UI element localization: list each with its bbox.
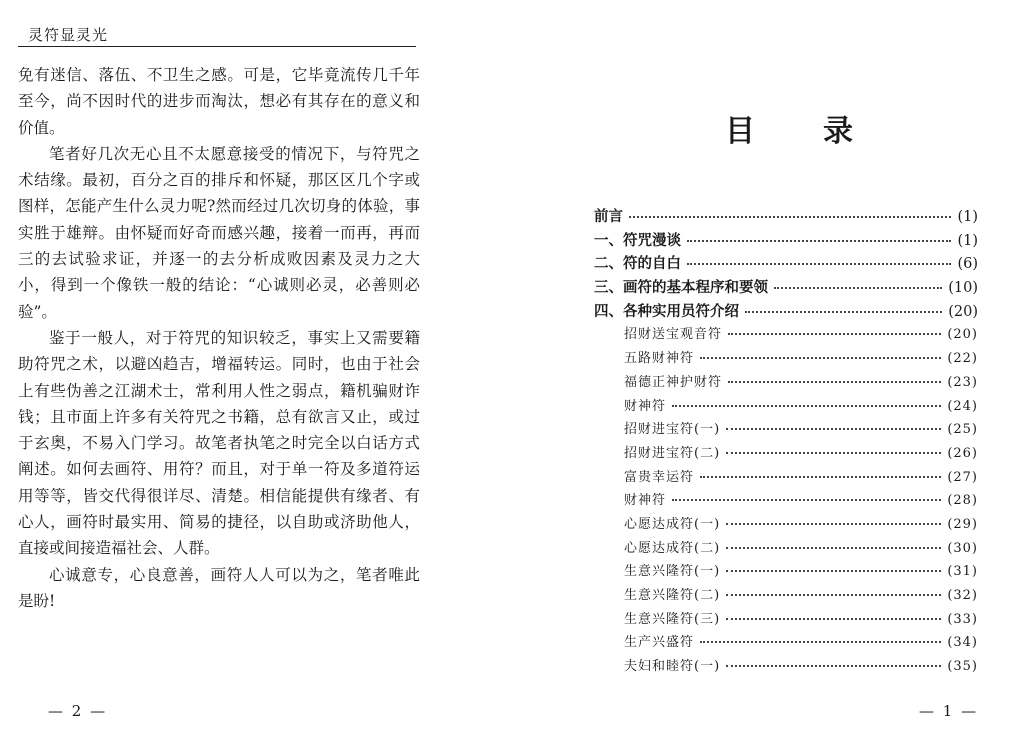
toc-entry[interactable]: [594, 323, 978, 347]
toc-entry-page: (20): [948, 303, 978, 320]
toc-entry-label: 二、符的自白: [594, 255, 681, 273]
toc-entry[interactable]: [594, 537, 978, 561]
paragraph: 免有迷信、落伍、不卫生之感。可是，它毕竟流传几千年至今，尚不因时代的进步而淘汰，想必有其存在的意义和价值。: [18, 66, 420, 137]
toc-leader-dots: [629, 215, 951, 218]
toc-entry[interactable]: [594, 489, 978, 513]
toc-entry-label: 心愿达成符(一): [624, 516, 721, 532]
toc-entry-page: (33): [947, 611, 978, 627]
toc-entry-label: 富贵幸运符: [624, 469, 695, 485]
toc-entry-label: 招财送宝观音符: [624, 327, 723, 343]
toc-leader-dots: [672, 498, 941, 501]
toc-entry[interactable]: [594, 584, 978, 608]
toc-entry[interactable]: [594, 466, 978, 490]
toc-entry[interactable]: [594, 395, 978, 419]
toc-entry-label: 生产兴盛符: [624, 635, 695, 651]
toc-entry[interactable]: [594, 513, 978, 537]
toc-entry-page: (26): [947, 445, 978, 461]
toc-entry-page: (25): [947, 422, 978, 438]
right-page: [507, 0, 1014, 732]
toc-entry-label: 招财进宝符(二): [624, 445, 721, 461]
toc-entry-page: (34): [947, 635, 978, 651]
toc-entry-label: 财神符: [624, 493, 667, 509]
body-text: [18, 62, 420, 614]
header-rule: [18, 46, 416, 47]
toc-entry-label: 财神符: [624, 398, 667, 414]
toc-title: 目录: [725, 114, 921, 149]
toc-leader-dots: [726, 546, 941, 549]
toc-entry[interactable]: [594, 560, 978, 584]
toc-entry-page: (1): [957, 209, 978, 225]
page-number: — 2 —: [48, 702, 108, 720]
toc-list: [594, 205, 978, 679]
toc-entry-label: 生意兴隆符(二): [624, 588, 721, 603]
toc-leader-dots: [745, 310, 942, 313]
toc-entry[interactable]: [594, 608, 978, 632]
toc-entry-page: (6): [957, 256, 978, 273]
toc-entry[interactable]: [594, 205, 978, 229]
toc-entry-label: 三、画符的基本程序和要领: [594, 279, 768, 297]
toc-entry-page: (24): [947, 398, 978, 414]
toc-leader-dots: [700, 640, 941, 643]
toc-entry[interactable]: [594, 655, 978, 679]
toc-leader-dots: [672, 404, 941, 407]
toc-entry[interactable]: [594, 442, 978, 466]
toc-leader-dots: [726, 664, 941, 667]
toc-entry-label: 生意兴隆符(一): [624, 564, 721, 580]
toc-entry-page: (10): [948, 280, 978, 297]
toc-entry-page: (32): [947, 588, 978, 603]
running-head: 灵符显灵光: [28, 26, 109, 44]
paragraph: 笔者好几次无心且不太愿意接受的情况下，与符咒之术结缘。最初，百分之百的排斥和怀疑，那区区几个字或图样，怎能产生什么灵力呢?然而经过几次切身的体验，事实胜于雄辩。由怀疑而好奇而感兴趣，接着一而再，再而三的去试验求证，并逐一的去分析成败因素及灵力之大小，得到一个像铁一般的结论：“心诚则必灵，必善则必验”。: [18, 144, 420, 321]
toc-leader-dots: [774, 286, 942, 289]
toc-leader-dots: [726, 522, 941, 525]
toc-entry[interactable]: [594, 371, 978, 395]
toc-entry[interactable]: [594, 347, 978, 371]
toc-entry-page: (28): [947, 493, 978, 509]
toc-entry-page: (29): [947, 516, 978, 532]
toc-leader-dots: [700, 475, 941, 478]
toc-entry[interactable]: [594, 276, 978, 300]
toc-entry[interactable]: [594, 252, 978, 276]
toc-entry-label: 一、符咒漫谈: [594, 231, 681, 249]
toc-entry-page: (35): [947, 659, 978, 675]
toc-entry-label: 福德正神护财符: [624, 374, 723, 390]
toc-entry-label: 四、各种实用员符介绍: [594, 302, 739, 320]
toc-leader-dots: [728, 380, 941, 383]
toc-leader-dots: [687, 239, 951, 242]
toc-leader-dots: [726, 451, 941, 454]
toc-entry-label: 五路财神符: [624, 351, 695, 367]
toc-entry[interactable]: [594, 300, 978, 324]
toc-entry-page: (1): [957, 232, 978, 249]
toc-entry-page: (30): [947, 540, 978, 556]
toc-leader-dots: [726, 617, 941, 620]
toc-leader-dots: [726, 569, 941, 572]
toc-leader-dots: [700, 356, 941, 359]
toc-entry-page: (31): [947, 564, 978, 580]
toc-leader-dots: [726, 593, 941, 596]
toc-entry[interactable]: [594, 229, 978, 253]
toc-entry-page: (20): [947, 327, 978, 343]
toc-entry-label: 生意兴隆符(三): [624, 611, 721, 627]
toc-leader-dots: [728, 332, 941, 335]
toc-entry-label: 夫妇和睦符(一): [624, 659, 721, 675]
paragraph: 鉴于一般人，对于符咒的知识较乏，事实上又需要籍助符咒之术，以避凶趋吉，增福转运。同时，也由于社会上有些伪善之江湖术士，常利用人性之弱点，籍机骗财诈钱；且市面上许多有关符咒之书籍，总有欲言又止，或过于玄奥，不易入门学习。故笔者执笔之时完全以白话方式阐述。如何去画符、用符？而且，对于单一符及多道符运用等等，皆交代得很详尽、清楚。相信能提供有缘者、有心人，画符时最实用、简易的捷径，以自助或济助他人，直接或间接造福社会、人群。: [18, 328, 420, 558]
toc-entry-label: 前言: [594, 208, 623, 225]
toc-entry[interactable]: [594, 418, 978, 442]
toc-entry-label: 招财进宝符(一): [624, 422, 721, 438]
toc-entry-page: (22): [947, 351, 978, 367]
page-number: — 1 —: [919, 702, 979, 720]
toc-leader-dots: [726, 427, 941, 430]
toc-entry[interactable]: [594, 631, 978, 655]
toc-entry-label: 心愿达成符(二): [624, 540, 721, 556]
toc-entry-page: (23): [947, 374, 978, 390]
paragraph: 心诚意专，心良意善，画符人人可以为之，笔者唯此是盼!: [18, 565, 420, 610]
toc-leader-dots: [687, 262, 951, 265]
toc-entry-page: (27): [947, 469, 978, 485]
